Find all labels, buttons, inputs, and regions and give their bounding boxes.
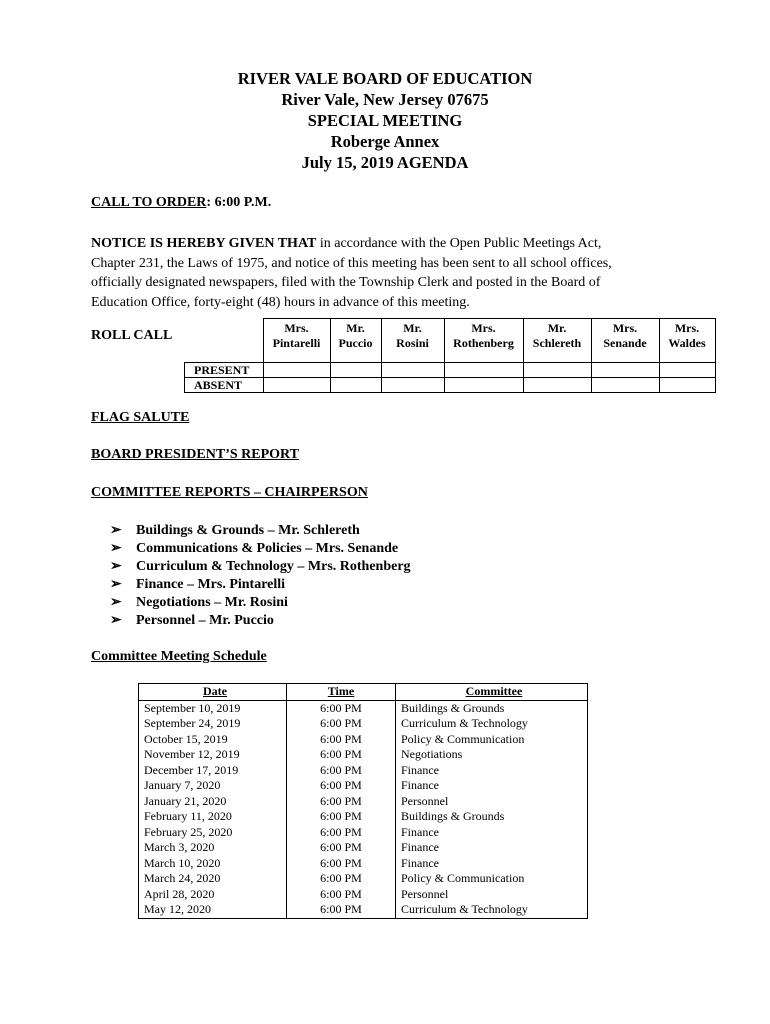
notice-line: in accordance with the Open Public Meetings Act, <box>316 236 602 251</box>
arrow-bullet-icon: ➢ <box>110 523 122 538</box>
table-row <box>139 871 588 887</box>
schedule-committee: Buildings & Grounds <box>396 700 588 716</box>
notice-line: Education Office, forty-eight (48) hours in advance of this meeting. <box>91 294 470 310</box>
roll-cell <box>591 378 659 393</box>
list-item: ➢ Negotiations – Mr. Rosini <box>110 595 288 610</box>
call-to-order <box>91 195 271 211</box>
table-row <box>139 716 588 732</box>
roll-cell <box>523 363 591 378</box>
schedule-date: January 21, 2020 <box>139 794 287 810</box>
schedule-time: 6:00 PM <box>287 778 396 794</box>
arrow-bullet-icon: ➢ <box>110 577 122 592</box>
roll-cell <box>591 363 659 378</box>
title-line: SPECIAL MEETING <box>307 111 463 130</box>
schedule-time: 6:00 PM <box>287 887 396 903</box>
title-line: RIVER VALE BOARD OF EDUCATION <box>237 69 533 88</box>
member-header: Mrs. Waldes <box>659 319 715 363</box>
schedule-time: 6:00 PM <box>287 700 396 716</box>
schedule-date: September 24, 2019 <box>139 716 287 732</box>
roll-cell <box>330 363 381 378</box>
schedule-date: February 11, 2020 <box>139 809 287 825</box>
schedule-time: 6:00 PM <box>287 763 396 779</box>
table-row <box>139 700 588 716</box>
roll-cell <box>444 378 523 393</box>
schedule-title: Committee Meeting Schedule <box>91 649 267 664</box>
schedule-time: 6:00 PM <box>287 840 396 856</box>
roll-row-label: ABSENT <box>185 378 264 393</box>
table-row <box>139 778 588 794</box>
schedule-committee: Policy & Communication <box>396 871 588 887</box>
schedule-time: 6:00 PM <box>287 794 396 810</box>
schedule-committee: Buildings & Grounds <box>396 809 588 825</box>
notice-lead: NOTICE IS HEREBY GIVEN THAT <box>91 236 317 251</box>
arrow-bullet-icon: ➢ <box>110 541 122 556</box>
arrow-bullet-icon: ➢ <box>110 595 122 610</box>
table-row <box>139 840 588 856</box>
member-header: Mr. Rosini <box>381 319 444 363</box>
schedule-time: 6:00 PM <box>287 732 396 748</box>
schedule-date: March 10, 2020 <box>139 856 287 872</box>
list-item: ➢ Curriculum & Technology – Mrs. Rothenberg <box>110 559 411 574</box>
schedule-committee: Finance <box>396 825 588 841</box>
title-line: River Vale, New Jersey 07675 <box>281 90 489 109</box>
list-item: ➢ Finance – Mrs. Pintarelli <box>110 577 286 592</box>
roll-row-absent <box>185 378 716 393</box>
list-item: ➢ Communications & Policies – Mrs. Senande <box>110 541 399 556</box>
schedule-date: February 25, 2020 <box>139 825 287 841</box>
schedule-time: 6:00 PM <box>287 809 396 825</box>
schedule-committee: Finance <box>396 856 588 872</box>
schedule-date: September 10, 2019 <box>139 700 287 716</box>
schedule-committee: Finance <box>396 840 588 856</box>
table-row <box>139 732 588 748</box>
schedule-date: March 3, 2020 <box>139 840 287 856</box>
schedule-time: 6:00 PM <box>287 871 396 887</box>
arrow-bullet-icon: ➢ <box>110 613 122 628</box>
notice-paragraph <box>91 234 691 312</box>
column-header-time: Time <box>287 684 396 701</box>
table-row <box>139 902 588 918</box>
roll-row-label: PRESENT <box>185 363 264 378</box>
roll-cell <box>444 363 523 378</box>
schedule-committee: Negotiations <box>396 747 588 763</box>
president-report-heading: BOARD PRESIDENT’S REPORT <box>91 447 299 462</box>
title-line: July 15, 2019 AGENDA <box>301 153 469 172</box>
schedule-date: May 12, 2020 <box>139 902 287 918</box>
roll-cell <box>263 378 330 393</box>
schedule-time: 6:00 PM <box>287 856 396 872</box>
list-item: ➢ Personnel – Mr. Puccio <box>110 613 274 628</box>
member-header: Mrs. Senande <box>591 319 659 363</box>
roll-call-table <box>184 318 716 393</box>
committee-reports-heading: COMMITTEE REPORTS – CHAIRPERSON <box>91 485 368 500</box>
schedule-committee: Finance <box>396 763 588 779</box>
member-header: Mrs. Pintarelli <box>263 319 330 363</box>
document-title <box>0 68 770 173</box>
column-header-committee: Committee <box>396 684 588 701</box>
schedule-date: November 12, 2019 <box>139 747 287 763</box>
table-row <box>139 887 588 903</box>
notice-line: officially designated newspapers, filed with the Township Clerk and posted in the Board of <box>91 275 601 290</box>
title-line: Roberge Annex <box>330 132 440 151</box>
call-to-order-time: : 6:00 P.M. <box>206 195 272 210</box>
column-header-date: Date <box>139 684 287 701</box>
schedule-date: April 28, 2020 <box>139 887 287 903</box>
schedule-committee: Personnel <box>396 794 588 810</box>
committee-list <box>110 522 411 630</box>
roll-cell <box>330 378 381 393</box>
call-to-order-label: CALL TO ORDER <box>91 195 207 210</box>
schedule-time: 6:00 PM <box>287 747 396 763</box>
schedule-table <box>138 683 588 919</box>
roll-row-present <box>185 363 716 378</box>
arrow-bullet-icon: ➢ <box>110 559 122 574</box>
table-row <box>139 794 588 810</box>
schedule-time: 6:00 PM <box>287 716 396 732</box>
list-item: ➢ Buildings & Grounds – Mr. Schlereth <box>110 523 360 538</box>
table-row <box>139 809 588 825</box>
notice-line: Chapter 231, the Laws of 1975, and notice of this meeting has been sent to all school offices, <box>91 255 612 271</box>
schedule-time: 6:00 PM <box>287 825 396 841</box>
roll-cell <box>523 378 591 393</box>
schedule-committee: Policy & Communication <box>396 732 588 748</box>
roll-cell <box>263 363 330 378</box>
table-row <box>139 825 588 841</box>
roll-cell <box>381 378 444 393</box>
schedule-date: October 15, 2019 <box>139 732 287 748</box>
schedule-committee: Curriculum & Technology <box>396 902 588 918</box>
schedule-time: 6:00 PM <box>287 902 396 918</box>
roll-cell <box>659 363 715 378</box>
schedule-committee: Personnel <box>396 887 588 903</box>
roll-cell <box>381 363 444 378</box>
member-header: Mrs. Rothenberg <box>444 319 523 363</box>
table-row <box>139 856 588 872</box>
schedule-date: December 17, 2019 <box>139 763 287 779</box>
table-row <box>139 763 588 779</box>
roll-call-label: ROLL CALL <box>91 328 173 343</box>
member-header: Mr. Puccio <box>330 319 381 363</box>
schedule-committee: Finance <box>396 778 588 794</box>
table-row <box>139 747 588 763</box>
schedule-committee: Curriculum & Technology <box>396 716 588 732</box>
flag-salute-heading: FLAG SALUTE <box>91 410 190 425</box>
schedule-date: January 7, 2020 <box>139 778 287 794</box>
member-header: Mr. Schlereth <box>523 319 591 363</box>
roll-cell <box>659 378 715 393</box>
schedule-date: March 24, 2020 <box>139 871 287 887</box>
